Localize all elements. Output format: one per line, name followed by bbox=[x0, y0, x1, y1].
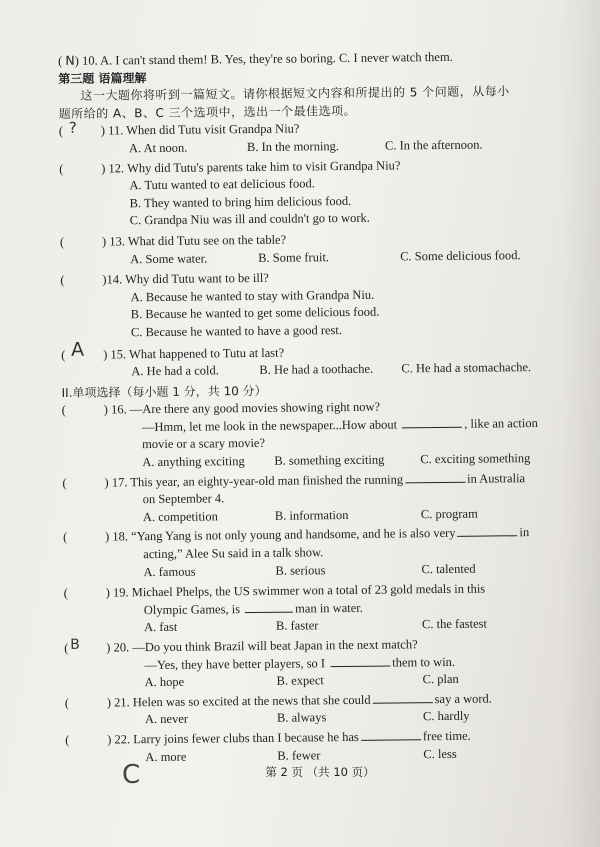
stem-part: , like an action bbox=[464, 415, 538, 431]
question-stem: ) 22. Larry joins fewer clubs than I because he has bbox=[107, 729, 359, 747]
question-stem: ) 15. What happened to Tutu at last? bbox=[103, 345, 285, 362]
section-3-title: 第三题 语篇理解 bbox=[58, 70, 147, 86]
option-a: A. more bbox=[145, 749, 187, 764]
option-a: A. Some water. bbox=[130, 250, 208, 266]
option-a: A. fast bbox=[143, 620, 178, 635]
question-stem: ) 13. What did Tutu see on the table? bbox=[101, 232, 287, 249]
answer-blank bbox=[402, 416, 462, 429]
answer-paren: ( ? bbox=[58, 119, 77, 139]
option-a: A. At noon. bbox=[128, 140, 188, 156]
stem-part: them to win. bbox=[392, 654, 456, 670]
option-c: C. less bbox=[423, 746, 457, 761]
stem-part: Olympic Games, is bbox=[143, 601, 241, 617]
option-b: B. something exciting bbox=[274, 452, 385, 468]
option-c: C. Some delicious food. bbox=[400, 247, 521, 263]
stem-part: —Hmm, let me look in the newspaper...How about bbox=[141, 417, 398, 435]
option-b: B. They wanted to bring him delicious food. bbox=[129, 193, 352, 211]
option-c: C. hardly bbox=[422, 709, 470, 724]
option-a: A. famous bbox=[143, 564, 196, 579]
handwritten-answer-c: C bbox=[122, 760, 141, 790]
question-stem: ) 16. —Are there any good movies showing right now? bbox=[103, 399, 381, 417]
option-a: A. never bbox=[144, 712, 189, 727]
option-b: B. Some fruit. bbox=[258, 249, 330, 265]
question-stem: ) 19. Michael Phelps, the US swimmer won a total of 23 gold medals in this bbox=[105, 581, 486, 600]
option-b: B. always bbox=[276, 710, 327, 726]
section-2-title: II.单项选择（每小题 1 分，共 10 分） bbox=[61, 383, 267, 400]
page-footer: 第 2 页 （共 10 页） bbox=[265, 765, 375, 779]
answer-blank bbox=[405, 470, 465, 483]
answer-paren: ( bbox=[63, 530, 68, 545]
option-c: C. talented bbox=[421, 561, 476, 576]
answer-paren: ( bbox=[62, 475, 67, 490]
option-b: B. He had a toothache. bbox=[259, 361, 374, 378]
question-stem: ) 11. When did Tutu visit Grandpa Niu? bbox=[100, 121, 300, 138]
answer-paren: ( bbox=[61, 403, 66, 418]
option-c: C. In the afternoon. bbox=[384, 137, 483, 153]
option-b: B. faster bbox=[275, 618, 319, 634]
option-c: C. Grandpa Niu was ill and couldn't go to work. bbox=[129, 211, 370, 228]
question-stem: )14. Why did Tutu want to be ill? bbox=[102, 270, 269, 287]
question-17-line-2: on September 4. bbox=[142, 491, 225, 507]
option-a: A. competition bbox=[142, 509, 218, 524]
option-b: B. information bbox=[274, 507, 349, 523]
option-b: B. fewer bbox=[277, 747, 321, 763]
section-3-instruction-2: 题所给的 A、B、C 三个选项中，选出一个最佳选项。 bbox=[58, 103, 357, 121]
option-c: C. He had a stomachache. bbox=[401, 360, 532, 376]
answer-paren: ( A bbox=[61, 338, 85, 362]
stem-part: in Australia bbox=[467, 470, 526, 486]
option-b: B. Because he wanted to get some delicious food. bbox=[130, 304, 380, 322]
page-content bbox=[58, 47, 585, 768]
option-a: A. Tutu wanted to eat delicious food. bbox=[129, 176, 315, 193]
option-a: A. Because he wanted to stay with Grandpa Niu. bbox=[130, 287, 375, 304]
option-c: C. exciting something bbox=[420, 451, 531, 467]
question-stem: ) 18. “Yang Yang is not only young and handsome, and he is also very bbox=[105, 526, 456, 544]
option-b: B. serious bbox=[275, 562, 326, 578]
answer-paren: ( bbox=[65, 732, 70, 747]
question-stem: ) 21. Helen was so excited at the news that she could bbox=[106, 692, 371, 710]
q10-text: ) 10. A. I can't stand them! B. Yes, they're so boring. C. I never watch them. bbox=[74, 49, 453, 68]
question-stem: ) 20. —Do you think Brazil will beat Japan in the next match? bbox=[106, 637, 418, 655]
option-a: A. He had a cold. bbox=[131, 363, 219, 379]
stem-part: man in water. bbox=[295, 600, 363, 616]
stem-part: in bbox=[519, 525, 530, 540]
answer-blank bbox=[361, 728, 421, 741]
handwritten-mark: A bbox=[70, 338, 85, 361]
question-stem: ) 17. This year, an eighty-year-old man finished the running bbox=[104, 472, 404, 490]
option-a: A. hope bbox=[144, 674, 185, 690]
answer-blank bbox=[373, 691, 433, 704]
stem-part: —Yes, they have better players, so I bbox=[144, 655, 326, 672]
option-b: B. In the morning. bbox=[246, 139, 340, 154]
answer-paren: ( bbox=[64, 695, 70, 710]
option-c: C. program bbox=[420, 506, 478, 522]
handwritten-mark: N bbox=[65, 52, 75, 68]
stem-part: say a word. bbox=[434, 691, 492, 706]
option-c: C. plan bbox=[422, 672, 459, 687]
handwritten-mark: B bbox=[70, 636, 80, 653]
answer-paren: ( bbox=[60, 273, 65, 288]
handwritten-mark: ? bbox=[68, 119, 77, 138]
option-a: A. anything exciting bbox=[142, 454, 245, 470]
section-3-instruction-1: 这一大题你将听到一篇短文。请你根据短文内容和所提出的 5 个问题，从每小 bbox=[80, 84, 510, 103]
answer-paren: ( B bbox=[64, 636, 80, 655]
answer-paren: ( bbox=[63, 586, 68, 601]
question-18-line-2: acting,” Alee Su said in a talk show. bbox=[143, 545, 324, 562]
option-c: C. the fastest bbox=[421, 616, 488, 632]
option-c: C. Because he wanted to have a good rest. bbox=[130, 322, 343, 340]
question-stem: ) 12. Why did Tutu's parents take him to visit Grandpa Niu? bbox=[101, 157, 401, 176]
stem-part: free time. bbox=[422, 728, 471, 744]
answer-blank bbox=[245, 600, 293, 613]
option-b: B. expect bbox=[276, 673, 324, 688]
q10-paren: ( bbox=[58, 53, 66, 68]
question-16-line-3: movie or a scary movie? bbox=[142, 436, 266, 452]
answer-paren: ( bbox=[59, 234, 65, 249]
answer-blank bbox=[457, 525, 517, 538]
answer-paren: ( bbox=[59, 161, 64, 176]
answer-blank bbox=[330, 654, 390, 667]
